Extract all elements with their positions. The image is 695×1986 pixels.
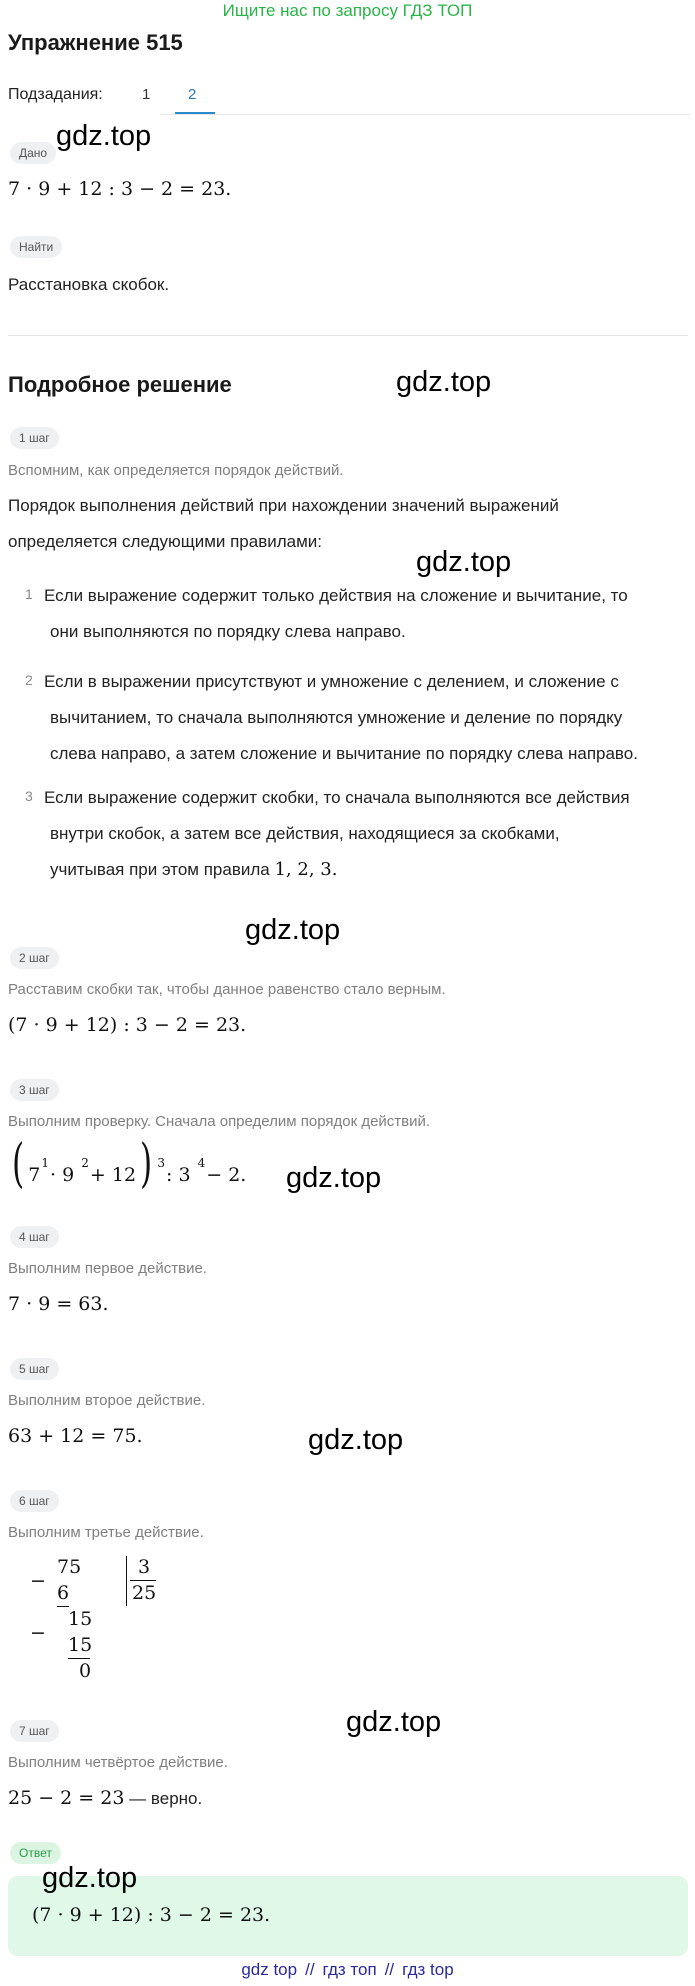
section-divider	[8, 335, 688, 336]
footer-link-2[interactable]: гдз топ	[322, 1960, 377, 1979]
division-remainder-2: 0	[79, 1660, 92, 1682]
rule-3-line-3	[50, 852, 337, 888]
step-6-hint: Выполним третье действие.	[8, 1524, 204, 1541]
division-dividend: 75	[57, 1556, 82, 1578]
division-underline-2	[68, 1658, 90, 1659]
answer-pill: Ответ	[10, 1842, 61, 1864]
watermark: gdz.top	[245, 914, 341, 946]
rule-3-number: 3	[25, 788, 33, 804]
step-4-expression: 7 · 9 = 63.	[8, 1293, 109, 1315]
watermark: gdz.top	[42, 1862, 138, 1894]
tabs-divider	[160, 114, 690, 115]
rule-1-line-1: Если выражение содержит только действия на сложение и вычитание, то	[44, 586, 628, 605]
division-minus-2: −	[30, 1622, 46, 1644]
tab-subtask-1[interactable]: 1	[142, 86, 151, 103]
division-subtrahend-2: 15	[68, 1634, 93, 1656]
step-4-hint: Выполним первое действие.	[8, 1260, 207, 1277]
rule-1-number: 1	[25, 586, 33, 602]
rule-2-line-1: Если в выражении присутствуют и умножение с делением, и сложение с	[44, 672, 619, 691]
rule-3-line-2: внутри скобок, а затем все действия, находящиеся за скобками,	[50, 824, 560, 843]
tab-subtask-2[interactable]: 2	[188, 86, 197, 103]
step-5-hint: Выполним второе действие.	[8, 1392, 206, 1409]
given-pill: Дано	[10, 142, 56, 164]
division-quotient: 25	[132, 1582, 157, 1604]
step-2-hint: Расставим скобки так, чтобы данное равенство стало верным.	[8, 981, 446, 998]
rule-3-line-3-text: учитывая при этом правила	[50, 860, 270, 879]
footer-separator: //	[305, 1960, 315, 1979]
find-text: Расстановка скобок.	[8, 275, 170, 294]
rule-2-line-2: вычитанием, то сначала выполняются умножение и деление по порядку	[50, 708, 623, 727]
step-4-pill: 4 шаг	[10, 1226, 59, 1248]
watermark: gdz.top	[416, 546, 512, 578]
footer-link-1[interactable]: gdz top	[241, 1960, 298, 1979]
division-underline-1	[57, 1606, 69, 1607]
rule-3-line-1: Если выражение содержит скобки, то сначала выполняются все действия	[44, 788, 630, 807]
step-5-expression: 63 + 12 = 75.	[8, 1425, 143, 1447]
division-remainder-1: 15	[68, 1608, 93, 1630]
rule-3-numbers: 1, 2, 3.	[274, 859, 338, 880]
step-3-hint: Выполним проверку. Сначала определим порядок действий.	[8, 1113, 431, 1130]
step-3-pill: 3 шаг	[10, 1079, 59, 1101]
find-pill: Найти	[10, 236, 62, 258]
step-1-hint: Вспомним, как определяется порядок действий.	[8, 462, 344, 479]
step-1-pill: 1 шаг	[10, 427, 59, 449]
step-3-order-expression: ( $7^1\cdot 9$ $^2$+ 12) $^3$: 3 $^4$− 2.	[12, 1134, 247, 1194]
footer-link-3[interactable]: гдз top	[402, 1960, 454, 1979]
step-6-pill: 6 шаг	[10, 1490, 59, 1512]
division-vertical-line	[126, 1556, 127, 1606]
step-1-intro-line-1: Порядок выполнения действий при нахождении значений выражений	[8, 496, 559, 515]
step-7-suffix: — верно.	[124, 1789, 203, 1808]
step-7-result	[8, 1787, 202, 1809]
step-7-hint: Выполним четвёртое действие.	[8, 1754, 228, 1771]
given-expression: 7 · 9 + 12 : 3 − 2 = 23.	[8, 178, 232, 200]
page-title: Упражнение 515	[8, 30, 183, 55]
close-paren: )	[140, 1134, 153, 1194]
rule-1-line-2: они выполняются по порядку слева направо.	[50, 622, 406, 641]
step-1-intro-line-2: определяется следующими правилами:	[8, 532, 323, 551]
watermark: gdz.top	[346, 1706, 442, 1738]
watermark: gdz.top	[56, 120, 152, 152]
division-minus-1: −	[30, 1570, 46, 1592]
long-division	[0, 1548, 200, 1688]
footer-separator: //	[384, 1960, 395, 1979]
step-2-expression: (7 · 9 + 12) : 3 − 2 = 23.	[8, 1014, 247, 1036]
division-divisor: 3	[138, 1556, 151, 1578]
answer-expression: (7 · 9 + 12) : 3 − 2 = 23.	[32, 1904, 271, 1926]
open-paren: (	[12, 1134, 25, 1194]
watermark: gdz.top	[396, 366, 492, 398]
rule-2-line-3: слева направо, а затем сложение и вычитание по порядку слева направо.	[50, 744, 638, 763]
subtasks-label: Подзадания:	[8, 86, 103, 103]
step-2-pill: 2 шаг	[10, 947, 59, 969]
solution-title: Подробное решение	[8, 372, 232, 397]
promo-banner: Ищите нас по запросу ГДЗ ТОП	[222, 1, 473, 20]
rule-2-number: 2	[25, 672, 33, 688]
step-7-expression: 25 − 2 = 23	[8, 1787, 125, 1809]
division-subtrahend-1: 6	[57, 1582, 70, 1604]
active-tab-indicator	[175, 112, 215, 114]
footer-links	[0, 1958, 695, 1982]
division-divisor-line	[130, 1580, 156, 1581]
watermark: gdz.top	[308, 1424, 404, 1456]
step-5-pill: 5 шаг	[10, 1358, 59, 1380]
step-7-pill: 7 шаг	[10, 1720, 59, 1742]
watermark: gdz.top	[286, 1162, 382, 1194]
